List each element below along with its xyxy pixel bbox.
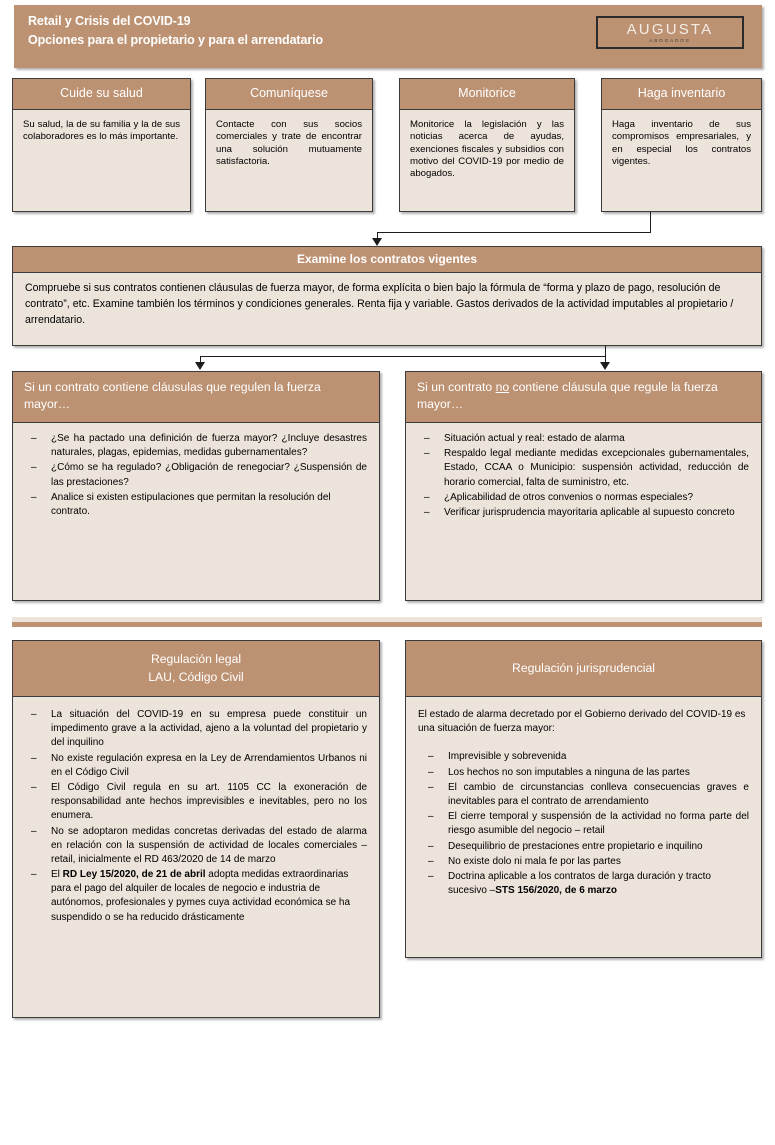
tip-card-title: Comuníquese	[206, 79, 372, 110]
arrowhead-to-clause-right	[600, 362, 610, 370]
clause-card-without-force-majeure	[405, 371, 762, 601]
examine-contracts-panel	[12, 246, 762, 346]
connector-vertical-from-inventario	[650, 212, 651, 233]
list-item: – No existe dolo ni mala fe por las partes	[418, 855, 749, 869]
list-item: – El cierre temporal y suspensión de la actividad no forma parte del riesgo asumible del negocio – retail	[418, 810, 749, 838]
tip-card-title: Cuide su salud	[13, 79, 190, 110]
examine-body: Compruebe si sus contratos contienen cláusulas de fuerza mayor, de forma explícita o bien bajo la fórmula de “forma y plazo de pago, resolución de contrato”, etc. Examine también los términos y condiciones generales. Renta fija y variable. Gastos derivados de la actividad imputables al propietario / arrendatario.	[25, 282, 734, 326]
regulation-legal-body	[13, 697, 379, 925]
list-item: – La situación del COVID-19 en su empresa puede constituir un impedimento grave a la actividad, ajeno a la voluntad del propietario y del inquilino	[21, 708, 367, 751]
regulation-legal-title-line1: Regulación legal	[150, 652, 242, 667]
list-item: – Verificar jurisprudencia mayoritaria aplicable al supuesto concreto	[414, 506, 749, 520]
tip-card-body: Haga inventario de sus compromisos empresariales, y en especial los contratos vigentes.	[612, 119, 751, 167]
item-prefix: El	[51, 869, 63, 881]
list-item: – Desequilibrio de prestaciones entre propietario e inquilino	[418, 840, 749, 854]
page-title-line1: Retail y Crisis del COVID-19	[28, 14, 191, 28]
tip-card-haga-inventario	[601, 78, 762, 212]
tip-card-body: Contacte con sus socios comerciales y trate de encontrar una solución mutuamente satisfactoria.	[216, 119, 362, 167]
page-title	[28, 12, 323, 51]
regulation-legal-list	[21, 708, 367, 925]
list-item: – Imprevisible y sobrevenida	[418, 750, 749, 764]
clause-title-suffix: contiene cláusula que regule la fuerza mayor…	[417, 380, 718, 411]
clause-list	[21, 432, 367, 519]
list-item: – ¿Cómo se ha regulado? ¿Obligación de renegociar? ¿Suspensión de las prestaciones?	[21, 461, 367, 489]
tip-card-body: Monitorice la legislación y las noticias acerca de ayudas, exenciones fiscales y subsidios con motivo del COVID-19 por medio de abogados.	[410, 119, 564, 180]
tip-card-monitorice	[399, 78, 575, 212]
list-item: – Analice si existen estipulaciones que permitan la resolución del contrato.	[21, 491, 367, 519]
list-item: – ¿Se ha pactado una definición de fuerza mayor? ¿Incluye desastres naturales, plagas, epidemias, medidas gubernamentales?	[21, 432, 367, 460]
clause-card-body	[406, 423, 761, 520]
regulation-jurisprudential-list	[418, 750, 749, 898]
item-suffix: adopta medidas extraordinarias para el pago del alquiler de locales de negocio e industria de autónomos, profesionales y pymes cuya actividad económica se ha suspendido o se ha reducido drásticamente	[51, 869, 351, 923]
regulation-legal-title	[13, 641, 379, 697]
title-banner	[14, 5, 762, 68]
item-emphasis: STS 156/2020, de 6 marzo	[495, 885, 617, 897]
clause-list	[414, 432, 749, 520]
page-title-line2: Opciones para el propietario y para el arrendatario	[28, 33, 324, 48]
arrowhead-to-examine	[372, 238, 382, 246]
clause-title-prefix: Si un contrato	[417, 380, 496, 394]
clause-title-emphasis: no	[495, 380, 510, 394]
list-item	[21, 868, 367, 925]
section-divider	[12, 617, 762, 627]
arrowhead-to-clause-left	[195, 362, 205, 370]
list-item: – ¿Aplicabilidad de otros convenios o normas especiales?	[414, 491, 749, 505]
list-item	[418, 870, 749, 898]
item-emphasis: RD Ley 15/2020, de 21 de abril	[62, 869, 206, 881]
clause-card-body	[13, 423, 379, 519]
list-item: – No existe regulación expresa en la Ley de Arrendamientos Urbanos ni en el Código Civil	[21, 752, 367, 780]
clause-card-with-force-majeure	[12, 371, 380, 601]
connector-horizontal-split	[200, 356, 606, 357]
logo-wordmark: AUGUSTA	[626, 20, 714, 38]
tip-card-title: Monitorice	[400, 79, 574, 110]
regulation-jurisprudential-intro: El estado de alarma decretado por el Gobierno derivado del COVID-19 es una situación de fuerza mayor:	[418, 709, 746, 735]
list-item: – Situación actual y real: estado de alarma	[414, 432, 749, 446]
regulation-jurisprudential-title: Regulación jurisprudencial	[406, 641, 761, 697]
list-item: – El cambio de circunstancias conlleva consecuencias graves e inevitables para el contrato de arrendamiento	[418, 781, 749, 809]
connector-horizontal-to-examine	[377, 232, 651, 233]
augusta-logo	[596, 16, 744, 49]
regulation-jurisprudential-body	[406, 697, 761, 898]
tip-card-body: Su salud, la de su familia y la de sus colaboradores es lo más importante.	[23, 119, 180, 143]
tip-card-title: Haga inventario	[602, 79, 761, 110]
examine-title: Examine los contratos vigentes	[13, 247, 761, 273]
regulation-legal-title-line2: LAU, Código Civil	[148, 669, 244, 684]
clause-card-title	[406, 372, 761, 423]
tip-card-comuniquese	[205, 78, 373, 212]
clause-card-title: Si un contrato contiene cláusulas que regulen la fuerza mayor…	[13, 372, 379, 423]
list-item: – No se adoptaron medidas concretas derivadas del estado de alarma en relación con la suspensión de actividad de locales comerciales – retail, inicialmente el RD 463/2020 de 14 de marzo	[21, 825, 367, 868]
logo-tagline: ABOGADOS	[649, 37, 691, 43]
regulation-jurisprudential-panel	[405, 640, 762, 958]
list-item: – Los hechos no son imputables a ninguna de las partes	[418, 766, 749, 780]
tip-card-cuide-su-salud	[12, 78, 191, 212]
item-prefix: Doctrina aplicable a los contratos de larga duración y tracto sucesivo –	[448, 870, 711, 897]
list-item: – Respaldo legal mediante medidas excepcionales gubernamentales, Estado, CCAA o Municipio: suspensión actividad, reducción de horario comercial, falta de suministro, etc.	[414, 447, 749, 490]
list-item: – El Código Civil regula en su art. 1105 CC la exoneración de responsabilidad ante hechos imprevisibles e inevitables, pero no los enumera.	[21, 781, 367, 824]
regulation-legal-panel	[12, 640, 380, 1018]
